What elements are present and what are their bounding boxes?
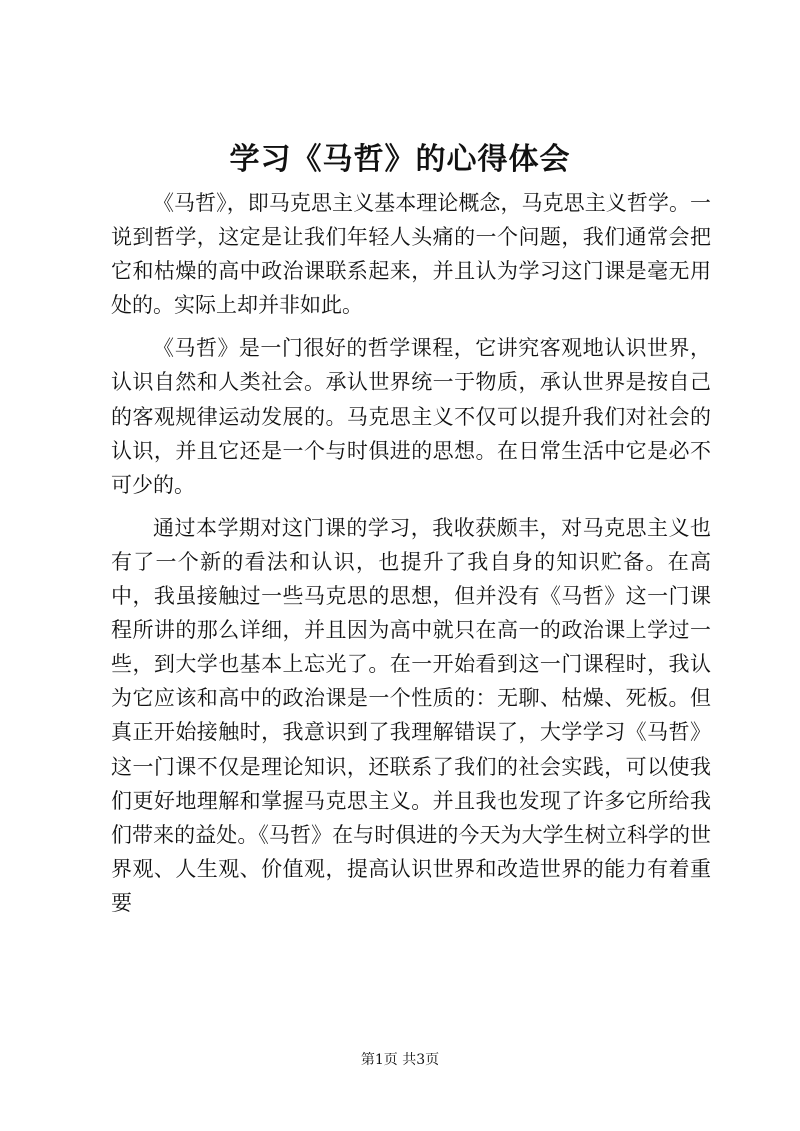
paragraph-3: 通过本学期对这门课的学习，我收获颇丰，对马克思主义也有了一个新的看法和认识，也提升了我自身的知识贮备。在高中，我虽接触过一些马克思的思想，但并没有《马哲》这一门课程所讲的那么详细，并且因为高中就只在高一的政治课上学过一些，到大学也基本上忘光了。在一开始看到这一门课程时，我认为它应该和高中的政治课是一个性质的：无聊、枯燥、死板。但真正开始接触时，我意识到了我理解错误了，大学学习《马哲》这一门课不仅是理论知识，还联系了我们的社会实践，可以使我们更好地理解和掌握马克思主义。并且我也发现了许多它所给我们带来的益处。《马哲》在与时俱进的今天为大学生树立科学的世界观、人生观、价值观，提高认识世界和改造世界的能力有着重要 [111, 515, 711, 915]
page-footer: 第1页 共3页 [360, 1052, 440, 1068]
paragraph-1: 《马哲》，即马克思主义基本理论概念，马克思主义哲学。一说到哲学，这定是让我们年轻人头痛的一个问题，我们通常会把它和枯燥的高中政治课联系起来，并且认为学习这门课是毫无用处的。实际上却并非如此。 [111, 191, 711, 318]
document-title: 学习《马哲》的心得体会 [229, 142, 571, 177]
document-body [111, 186, 711, 920]
paragraph-2: 《马哲》是一门很好的哲学课程，它讲究客观地认识世界，认识自然和人类社会。承认世界统一于物质，承认世界是按自己的客观规律运动发展的。马克思主义不仅可以提升我们对社会的认识，并且它还是一个与时俱进的思想。在日常生活中它是必不可少的。 [111, 336, 711, 497]
